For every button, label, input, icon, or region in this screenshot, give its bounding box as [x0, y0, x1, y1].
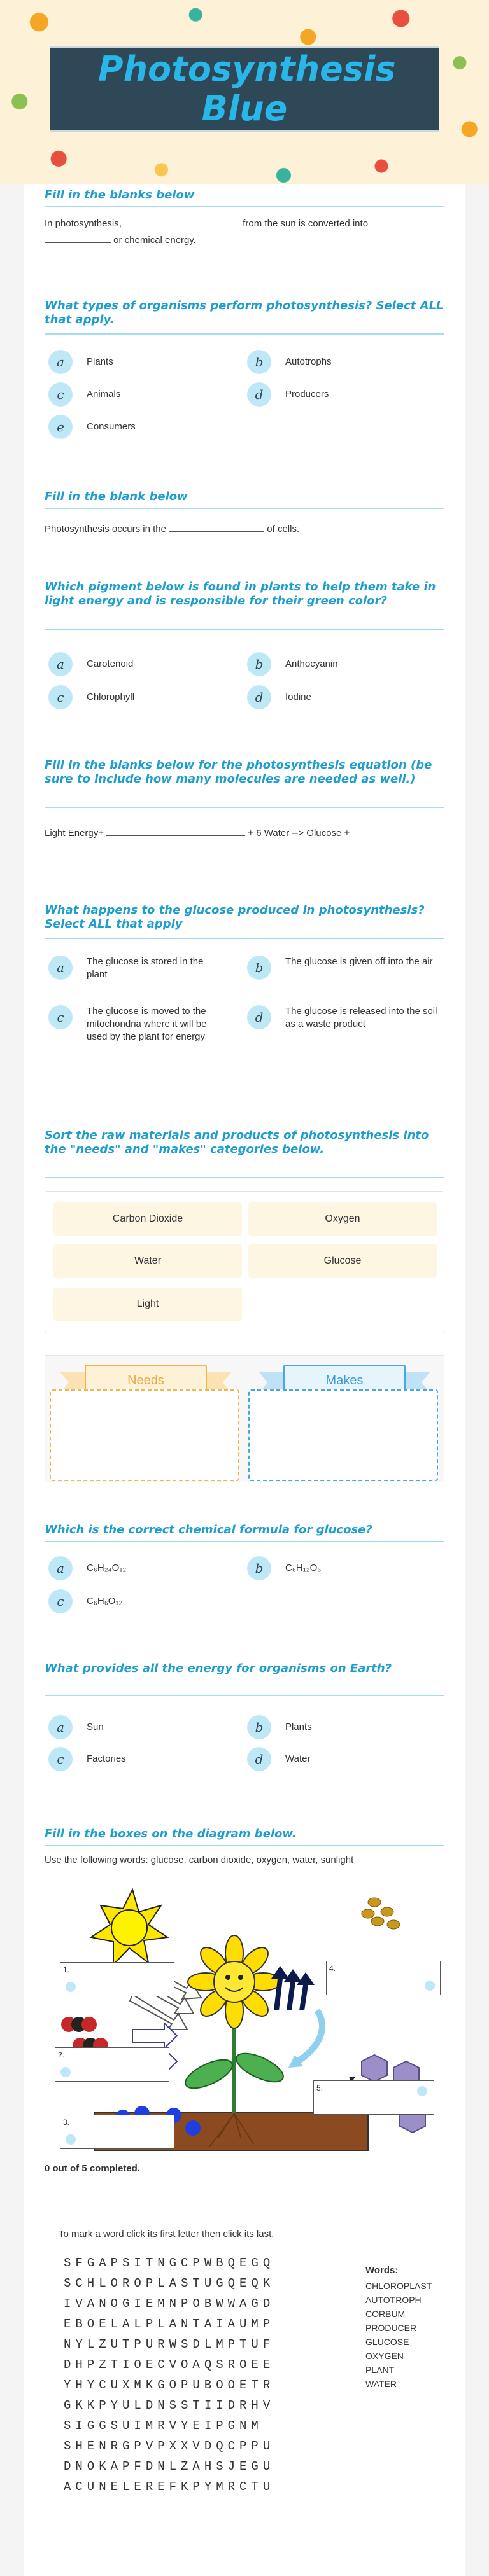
q1-part1: In photosynthesis, — [45, 218, 122, 229]
q4-rule — [45, 629, 444, 630]
q9-option-c-letter: c — [48, 1747, 73, 1771]
wordsearch-words-label: Words: — [365, 2265, 399, 2276]
q6-option-a[interactable] — [48, 956, 233, 981]
q8-title: Which is the correct chemical formula for glucose? — [45, 1523, 372, 1536]
q6-option-b-text: The glucose is given off into the air — [285, 956, 433, 967]
q9-option-b-letter: b — [247, 1715, 271, 1739]
sort-card-water[interactable]: Water — [53, 1244, 242, 1278]
diagram-box-3-number: 3. — [63, 2118, 70, 2127]
q8-option-b-text: C₆H₁₂O₆ — [285, 1563, 322, 1573]
q9-option-a-letter: a — [48, 1715, 73, 1739]
q4-option-a[interactable] — [48, 652, 133, 676]
sort-card-oxygen[interactable]: Oxygen — [248, 1202, 437, 1236]
q2-option-b[interactable] — [247, 350, 332, 374]
needs-dropzone[interactable] — [50, 1389, 239, 1481]
q2-option-d-letter: d — [247, 382, 271, 407]
q2-option-b-letter: b — [247, 350, 271, 374]
wordsearch-word: GLUCOSE — [365, 2337, 409, 2347]
q4-title: Which pigment below is found in plants to help them take in light energy and is responsible for their green color? — [45, 580, 436, 608]
q5-part2: + 6 Water --> Glucose + — [248, 828, 350, 839]
q2-rule — [45, 333, 444, 335]
q9-option-a[interactable] — [48, 1715, 104, 1739]
wordsearch-row[interactable]: DNOKAPFDNLZAHSJEGU — [64, 2460, 275, 2474]
q4-option-a-letter: a — [48, 652, 73, 676]
q6-option-d-letter: d — [247, 1005, 271, 1029]
wordsearch-row[interactable]: GKKPYULDNSSTIIDRHV — [64, 2398, 275, 2412]
q6-option-c-text: The glucose is moved to the mitochondria where it will be used by the plant for energy — [87, 1006, 207, 1042]
diagram-box-1-number: 1. — [63, 1965, 70, 1974]
q1-text — [45, 215, 446, 248]
q9-option-c[interactable] — [48, 1747, 126, 1771]
q8-option-b[interactable] — [247, 1556, 321, 1580]
wordsearch-instruction: To mark a word click its first letter then click its last. — [59, 2229, 274, 2239]
wordsearch-word: PLANT — [365, 2365, 395, 2375]
q4-option-b-letter: b — [247, 652, 271, 676]
q1-part3: or chemical energy. — [113, 235, 196, 246]
q1-rule — [45, 206, 444, 207]
q1-blank-1[interactable] — [124, 215, 240, 226]
q6-option-b[interactable] — [247, 956, 444, 980]
q4-option-c[interactable] — [48, 685, 134, 709]
q8-option-a-text: C₆H₂₄O₁₂ — [87, 1563, 127, 1573]
q3-blank[interactable] — [169, 520, 264, 532]
q2-option-e-text: Consumers — [87, 421, 136, 432]
diagram-progress: 0 out of 5 completed. — [45, 2163, 141, 2174]
q4-option-d[interactable] — [247, 685, 311, 709]
sort-card-glucose[interactable]: Glucose — [248, 1244, 437, 1278]
q1-blank-2[interactable] — [45, 232, 111, 243]
diagram-box-3-target-icon — [66, 2134, 76, 2145]
q4-option-a-text: Carotenoid — [87, 658, 134, 669]
q10-instruction: Use the following words: glucose, carbon dioxide, oxygen, water, sunlight — [45, 1855, 354, 1865]
floral-header — [0, 0, 489, 184]
q3-part2: of cells. — [267, 524, 300, 534]
q6-title: What happens to the glucose produced in photosynthesis? Select ALL that apply — [45, 903, 425, 931]
q2-option-d-text: Producers — [285, 389, 329, 400]
q9-option-d-letter: d — [247, 1747, 271, 1771]
diagram-box-1[interactable] — [60, 1962, 174, 1996]
q5-blank-1[interactable] — [106, 825, 245, 836]
wordsearch-word: CHLOROPLAST — [365, 2281, 432, 2291]
q6-option-b-letter: b — [247, 956, 271, 980]
q8-option-c-text: C₆H₆O₁₂ — [87, 1596, 123, 1606]
q9-option-d-text: Water — [285, 1753, 311, 1764]
q2-option-c-letter: c — [48, 382, 73, 407]
q8-option-b-letter: b — [247, 1556, 271, 1580]
wordsearch-word: CORBUM — [365, 2309, 406, 2319]
sort-card-carbon-dioxide[interactable]: Carbon Dioxide — [53, 1202, 242, 1236]
q5-part1: Light Energy+ — [45, 828, 104, 839]
q2-option-e[interactable] — [48, 415, 136, 439]
q5-title: Fill in the blanks below for the photosynthesis equation (be sure to include how many molecules are needed as well.) — [45, 758, 432, 786]
q4-option-d-text: Iodine — [285, 692, 311, 702]
page-title: Photosynthesis Blue — [98, 49, 396, 129]
diagram-box-5-number: 5. — [316, 2084, 323, 2092]
q3-text — [45, 520, 446, 537]
wordsearch-word-list — [365, 2279, 432, 2391]
diagram-box-4[interactable] — [326, 1961, 441, 1995]
q9-option-a-text: Sun — [87, 1722, 104, 1732]
q2-option-a[interactable] — [48, 350, 113, 374]
diagram-box-1-target-icon — [66, 1982, 76, 1992]
wordsearch-word: OXYGEN — [365, 2351, 404, 2361]
wordsearch-row[interactable]: SFGAPSITNGCPWBQEGQ — [64, 2256, 275, 2270]
q6-rule — [45, 938, 444, 939]
q5-text — [45, 823, 446, 864]
diagram-box-4-target-icon — [425, 1981, 435, 1991]
q2-option-e-letter: e — [48, 415, 73, 439]
q2-option-c[interactable] — [48, 382, 120, 407]
q8-rule — [45, 1541, 444, 1542]
wordsearch-row[interactable]: SIGGSUIMRVYEIPGNM — [64, 2419, 263, 2433]
q2-option-c-text: Animals — [87, 389, 121, 400]
q3-rule — [45, 508, 444, 509]
q1-part2: from the sun is converted into — [243, 218, 369, 229]
diagram-box-4-number: 4. — [329, 1964, 336, 1973]
q3-title: Fill in the blank below — [45, 490, 188, 503]
wordsearch-word: PRODUCER — [365, 2323, 417, 2333]
q4-option-b[interactable] — [247, 652, 338, 676]
q7-title: Sort the raw materials and products of photosynthesis into the "needs" and "makes" categories below. — [45, 1129, 429, 1156]
diagram-box-2-target-icon — [60, 2067, 71, 2077]
q9-option-c-text: Factories — [87, 1753, 126, 1764]
q2-title: What types of organisms perform photosynthesis? Select ALL that apply. — [45, 299, 444, 326]
wordsearch-row[interactable]: SHENRGPVPXXVDQCPPU — [64, 2439, 275, 2453]
q6-option-c-letter: c — [48, 1005, 73, 1029]
q2-option-a-text: Plants — [87, 356, 113, 367]
wordsearch-row[interactable]: YHYCUXMKGOPUBOOETR — [64, 2378, 275, 2392]
needs-label: Needs — [127, 1373, 164, 1388]
q6-option-a-text: The glucose is stored in the plant — [87, 956, 204, 980]
q8-option-c-letter: c — [48, 1589, 73, 1613]
q2-option-a-letter: a — [48, 350, 73, 374]
q5-rule — [45, 807, 444, 808]
q5-blank-2[interactable] — [45, 845, 120, 856]
sort-card-light[interactable]: Light — [53, 1288, 242, 1321]
q3-part1: Photosynthesis occurs in the — [45, 524, 166, 534]
q9-title: What provides all the energy for organisms on Earth? — [45, 1662, 392, 1675]
q10-title: Fill in the boxes on the diagram below. — [45, 1827, 297, 1841]
wordsearch-row[interactable]: EBOELALPLANTAIAUMP — [64, 2317, 275, 2331]
q2-option-d[interactable] — [247, 382, 329, 407]
q7-rule — [45, 1177, 444, 1178]
q1-title: Fill in the blanks below — [45, 188, 195, 202]
q10-rule — [45, 1845, 444, 1846]
q9-option-b[interactable] — [247, 1715, 312, 1739]
q6-option-c[interactable] — [48, 1005, 233, 1043]
makes-dropzone[interactable] — [248, 1389, 438, 1481]
q4-option-c-text: Chlorophyll — [87, 692, 135, 702]
glucose-icon — [362, 1898, 400, 1929]
diagram-box-2[interactable] — [55, 2047, 169, 2082]
q4-option-b-text: Anthocyanin — [285, 658, 338, 669]
q4-option-c-letter: c — [48, 685, 73, 709]
q8-option-a[interactable] — [48, 1556, 126, 1580]
q6-option-d-text: The glucose is released into the soil as a waste product — [285, 1006, 437, 1029]
makes-label: Makes — [325, 1373, 364, 1388]
wordsearch-word: WATER — [365, 2379, 397, 2389]
title-banner — [50, 46, 439, 132]
sun-icon — [91, 1890, 167, 1965]
wordsearch-row[interactable]: DHPZTIOECVOAQSROEE — [64, 2358, 275, 2372]
diagram-box-3[interactable] — [60, 2115, 174, 2149]
diagram-box-5-target-icon — [417, 2086, 427, 2096]
q8-option-c[interactable] — [48, 1589, 122, 1613]
wordsearch-row[interactable]: NYLZUTPURWSDLMPTUF — [64, 2337, 275, 2351]
wordsearch-row[interactable]: IVANOGIEMNPOBWWAGD — [64, 2297, 275, 2311]
q9-option-d[interactable] — [247, 1747, 310, 1771]
q8-option-a-letter: a — [48, 1556, 73, 1580]
q2-option-b-text: Autotrophs — [285, 356, 332, 367]
diagram-box-2-number: 2. — [58, 2050, 65, 2059]
q9-option-b-text: Plants — [285, 1722, 312, 1732]
q6-option-d[interactable] — [247, 1005, 444, 1031]
q9-rule — [45, 1695, 444, 1696]
wordsearch-row[interactable]: SCHLOROPLASTUGQEQK — [64, 2276, 275, 2290]
wordsearch-row[interactable]: ACUNELEREFKPYMRCTU — [64, 2480, 275, 2494]
wordsearch-word: AUTOTROPH — [365, 2295, 422, 2305]
q6-option-a-letter: a — [48, 956, 73, 980]
sunflower-icon — [188, 1935, 281, 2028]
diagram-box-5[interactable] — [313, 2080, 434, 2115]
q4-option-d-letter: d — [247, 685, 271, 709]
